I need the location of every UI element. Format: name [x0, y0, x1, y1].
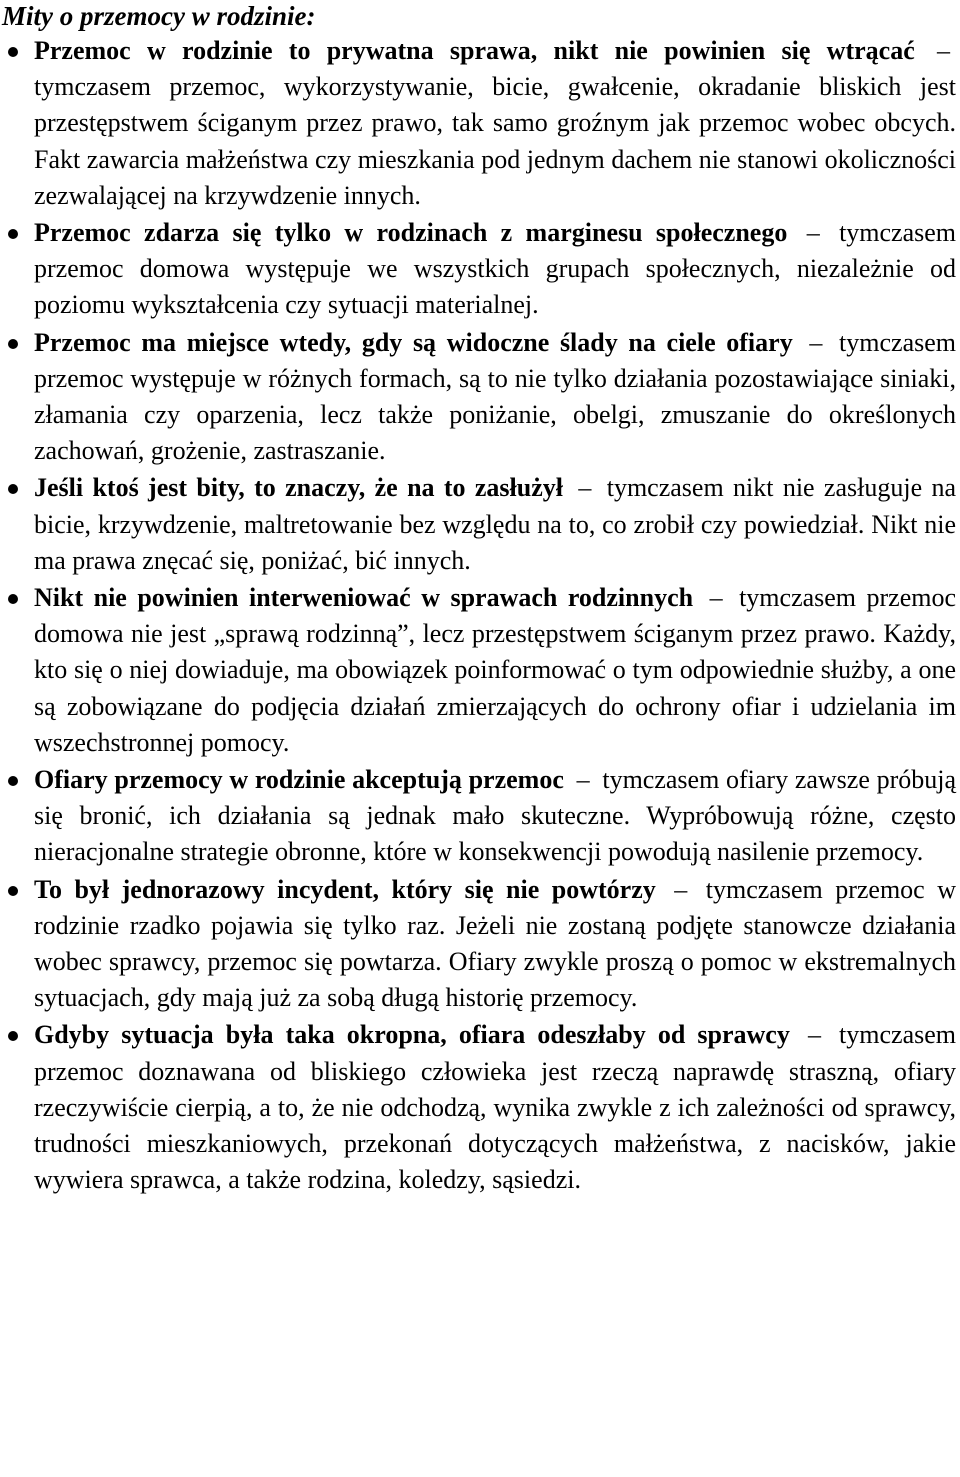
- page-title: Mity o przemocy w rodzinie:: [2, 1, 316, 31]
- dash: –: [709, 583, 723, 613]
- myth-title: Przemoc ma miejsce wtedy, gdy są widoczne ślady na ciele ofiary: [34, 327, 793, 357]
- dash: –: [807, 1020, 821, 1050]
- bullet-icon: [8, 776, 18, 786]
- myth-title: Jeśli ktoś jest bity, to znaczy, że na to zasłużył: [34, 473, 563, 503]
- list-item: [0, 872, 956, 1017]
- dash: –: [578, 473, 592, 503]
- myth-title: Gdyby sytuacja była taka okropna, ofiara odeszłaby od sprawcy: [34, 1020, 790, 1050]
- myth-title: Nikt nie powinien interweniować w sprawach rodzinnych: [34, 583, 694, 613]
- bullet-icon: [8, 484, 18, 494]
- list-item: [0, 470, 956, 579]
- myth-text: tymczasem przemoc występuje w różnych formach, są to nie tylko działania pozostawiające siniaki, złamania czy oparzenia, lecz także poniżanie, obelgi, zmuszanie do określonych zachowań, grożenie, zastraszanie.: [34, 327, 956, 466]
- list-item: [0, 1017, 956, 1198]
- myth-text: tymczasem przemoc domowa występuje we wszystkich grupach społecznych, niezależnie od poziomu wykształcenia czy sytuacji materialnej.: [34, 218, 957, 320]
- myth-text: tymczasem przemoc, wykorzystywanie, bicie, gwałcenie, okradanie bliskich jest przestępstwem ściganym przez prawo, tak samo groźnym jak przemoc wobec obcych. Fakt zawarcia małżeństwa czy mieszkania pod jednym dachem nie stanowi okoliczności zezwalającej na krzywdzenie innych.: [34, 72, 956, 210]
- bullet-icon: [8, 229, 18, 239]
- list-item: [0, 215, 956, 324]
- myth-text: tymczasem przemoc domowa nie jest „sprawą rodzinną”, lecz przestępstwem ściganym przez prawo. Każdy, kto się o niej dowiaduje, ma obowiązek poinformować o tym odpowiednie służby, a one są zobowiązane do podjęcia działań zmierzających do ochrony ofiar i udzielania im wszechstronnej pomocy.: [34, 583, 957, 757]
- list-item: [0, 762, 956, 871]
- dash: –: [674, 874, 688, 904]
- dash: –: [806, 218, 820, 248]
- list-item: [0, 33, 956, 214]
- myth-title: To był jednorazowy incydent, który się nie powtórzy: [34, 874, 656, 904]
- myth-title: Ofiary przemocy w rodzinie akceptują przemoc: [34, 765, 564, 795]
- dash: –: [809, 327, 823, 357]
- myth-text: tymczasem ofiary zawsze próbują się bronić, ich działania są jednak mało skuteczne. Wypróbowują różne, często nieracjonalne strategie obronne, które w konsekwencji powodują nasilenie przemocy.: [34, 765, 957, 867]
- myth-text: tymczasem nikt nie zasługuje na bicie, krzywdzenie, maltretowanie bez względu na to, co zrobił czy powiedział. Nikt nie ma prawa znęcać się, poniżać, bić innych.: [34, 473, 957, 575]
- myth-title: Przemoc w rodzinie to prywatna sprawa, nikt nie powinien się wtrącać: [34, 36, 915, 65]
- bullet-icon: [8, 594, 18, 604]
- myth-text: tymczasem przemoc w rodzinie rzadko pojawia się tylko raz. Jeżeli nie zostaną podjęte stanowcze działania wobec sprawcy, przemoc się powtarza. Ofiary zwykle proszą o pomoc w ekstremalnych sytuacjach, gdy mają już za sobą długą historię przemocy.: [34, 874, 957, 1013]
- dash: –: [937, 36, 951, 65]
- myth-title: Przemoc zdarza się tylko w rodzinach z marginesu społecznego: [34, 218, 788, 248]
- myth-text: tymczasem przemoc doznawana od bliskiego człowieka jest rzeczą naprawdę straszną, ofiary rzeczywiście cierpią, a to, że nie odchodzą, wynika zwykle z ich zależności od sprawcy, trudności mieszkaniowych, przekonań dotyczących małżeństwa, z nacisków, jakie wywiera sprawca, a także rodzina, koledzy, sąsiedzi.: [34, 1020, 956, 1195]
- bullet-icon: [8, 47, 18, 57]
- myth-list: [0, 33, 960, 1200]
- list-item: [0, 325, 956, 470]
- bullet-icon: [8, 1031, 18, 1041]
- list-item: [0, 580, 956, 761]
- bullet-icon: [8, 339, 18, 349]
- bullet-icon: [8, 886, 18, 896]
- dash: –: [576, 765, 590, 795]
